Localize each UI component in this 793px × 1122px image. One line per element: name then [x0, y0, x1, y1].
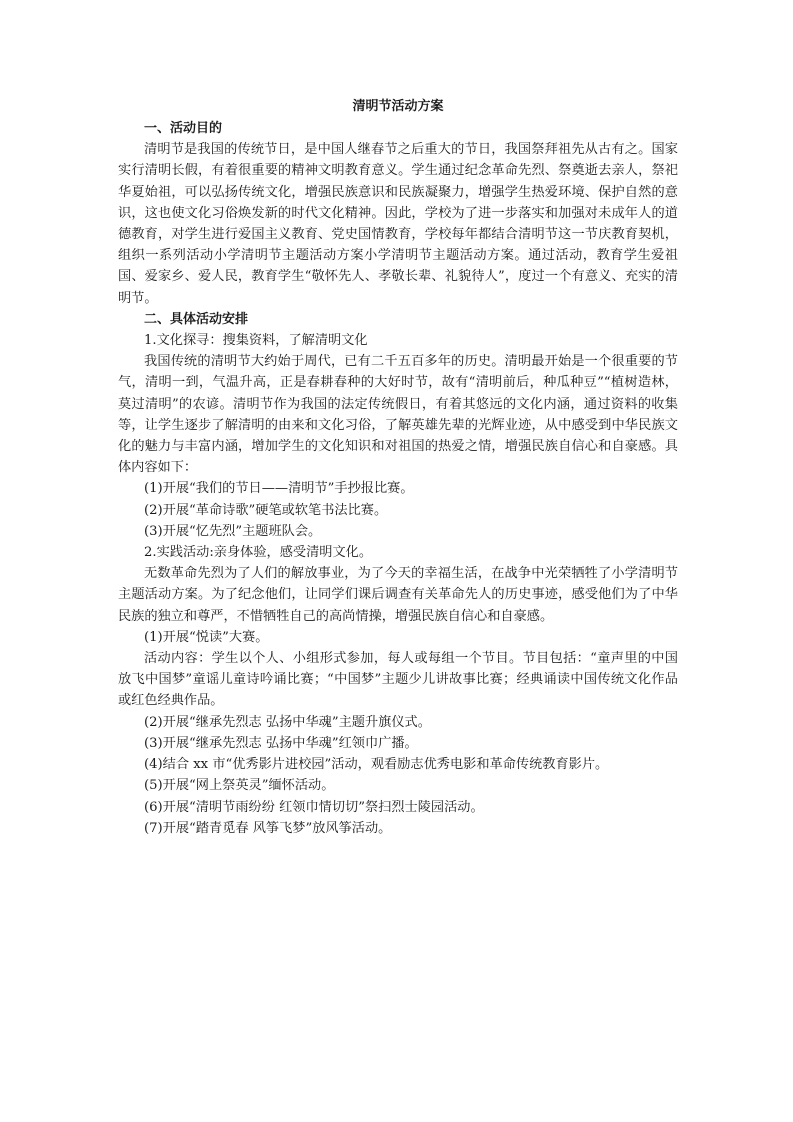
list-item: (2)开展“继承先烈志 弘扬中华魂”主题升旗仪式。 [144, 714, 431, 730]
list-item: (2)开展“革命诗歌”硬笔或软笔书法比赛。 [144, 502, 388, 518]
section-heading-purpose: 一、活动目的 [144, 121, 223, 136]
part2-paragraph: 无数革命先烈为了人们的解放事业，为了今天的幸福生活，在战争中光荣牺牲了小学清明节主题活动方案。为了纪念他们，让同学们课后调查有关革命先人的历史事迹，感受他们为了中华民族的独立和尊严，不惜牺牲自己的高尚情操，增强民族自信心和自豪感。 [118, 566, 678, 624]
part1-paragraph: 我国传统的清明节大约始于周代，已有二千五百多年的历史。清明最开始是一个很重要的节气，清明一到，气温升高，正是春耕春种的大好时节，故有“清明前后，种瓜种豆”“植树造林，莫过清明”的农谚。清明节作为我国的法定传统假日，有着其悠远的文化内涵，通过资料的收集等，让学生逐步了解清明的由来和文化习俗，了解英雄先辈的光辉业迹，从中感受到中华民族文化的魅力与丰富内涵，增加学生的文化知识和对祖国的热爱之情，增强民族自信心和自豪感。具体内容如下： [118, 354, 678, 476]
list-item: (1)开展“我们的节日——清明节”手抄报比赛。 [144, 481, 414, 497]
document-page [118, 96, 678, 839]
part2-subheading: 2.实践活动:亲身体验，感受清明文化。 [144, 545, 373, 561]
document-title: 清明节活动方案 [352, 99, 444, 114]
section-heading-arrangement: 二、具体活动安排 [144, 311, 249, 327]
purpose-paragraph: 清明节是我国的传统节日，是中国人继春节之后重大的节日，我国祭拜祖先从古有之。国家实行清明长假，有着很重要的精神文明教育意义。学生通过纪念革命先烈、祭奠逝去亲人，祭祀华夏始祖，可以弘扬传统文化，增强民族意识和民族凝聚力，增强学生热爱环境、保护自然的意识，这也使文化习俗焕发新的时代文化精神。因此，学校为了进一步落实和加强对未成年人的道德教育，对学生进行爱国主义教育、党史国情教育，学校每年都结合清明节这一节庆教育契机，组织一系列活动小学清明节主题活动方案小学清明节主题活动方案。通过活动，教育学生爱祖国、爱家乡、爱人民，教育学生“敬怀先人、孝敬长辈、礼貌待人”，度过一个有意义、充实的清明节。 [118, 142, 678, 306]
list-item: (3)开展“忆先烈”主题班队会。 [144, 523, 322, 539]
list-item: (5)开展“网上祭英灵”缅怀活动。 [144, 778, 335, 794]
list-item: (7)开展“踏青觅春 风筝飞梦”放风筝活动。 [144, 820, 392, 836]
activity-content-paragraph: 活动内容：学生以个人、小组形式参加，每人或每组一个节目。节目包括：“童声里的中国 放飞中国梦”童谣儿童诗吟诵比赛；“中国梦”主题少儿讲故事比赛；经典诵读中国传统文化作品或红色经典作品。 [118, 651, 678, 709]
part1-subheading: 1.文化探寻：搜集资料，了解清明文化 [144, 333, 368, 349]
list-item: (6)开展“清明节雨纷纷 红领巾情切切”祭扫烈士陵园活动。 [144, 799, 484, 815]
list-item: (1)开展“悦读”大赛。 [144, 629, 269, 645]
list-item: (3)开展“继承先烈志 弘扬中华魂”红领巾广播。 [144, 735, 418, 751]
list-item: (4)结合 xx 市“优秀影片进校园”活动，观看励志优秀电影和革命传统教育影片。 [144, 757, 609, 773]
